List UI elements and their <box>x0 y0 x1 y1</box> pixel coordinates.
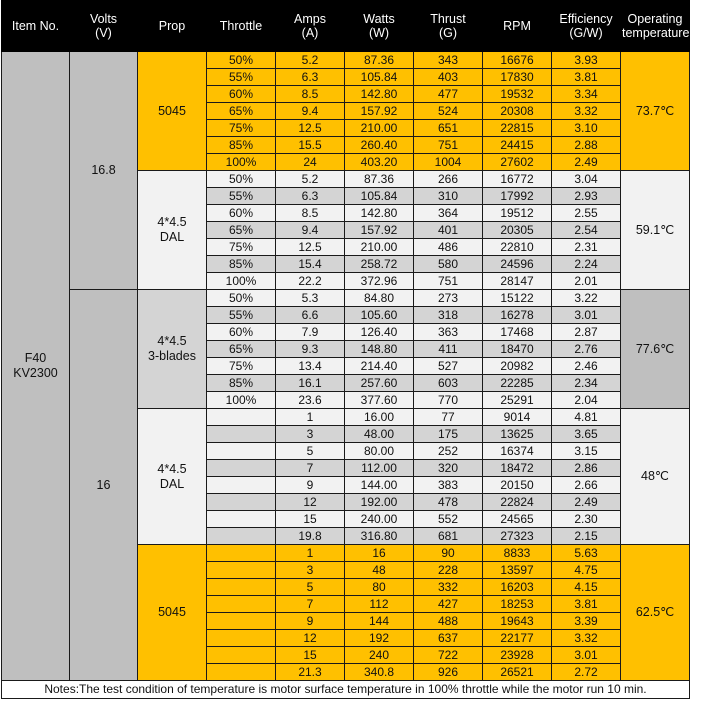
throttle-cell: 65% <box>207 341 276 358</box>
amps-cell: 22.2 <box>276 273 345 290</box>
header-label: Volts (V) <box>89 12 118 40</box>
throttle-cell <box>207 596 276 613</box>
amps-cell: 13.4 <box>276 358 345 375</box>
efficiency-cell: 3.32 <box>552 103 621 120</box>
efficiency-cell: 2.30 <box>552 511 621 528</box>
amps-cell: 9 <box>276 613 345 630</box>
watts-cell: 214.40 <box>345 358 414 375</box>
thrust-cell: 401 <box>414 222 483 239</box>
prop-cell: 5045 <box>138 52 207 171</box>
watts-cell: 157.92 <box>345 222 414 239</box>
throttle-cell: 60% <box>207 86 276 103</box>
temperature-cell: 59.1℃ <box>621 171 690 290</box>
throttle-cell <box>207 630 276 647</box>
thrust-cell: 175 <box>414 426 483 443</box>
amps-cell: 6.3 <box>276 69 345 86</box>
table-row <box>2 290 690 307</box>
amps-cell: 3 <box>276 426 345 443</box>
throttle-cell: 75% <box>207 120 276 137</box>
throttle-cell <box>207 613 276 630</box>
thrust-cell: 364 <box>414 205 483 222</box>
watts-cell: 87.36 <box>345 52 414 69</box>
thrust-cell: 751 <box>414 273 483 290</box>
header-label: Prop <box>158 19 186 33</box>
temperature-cell: 62.5℃ <box>621 545 690 681</box>
rpm-cell: 26521 <box>483 664 552 681</box>
header-row <box>2 1 690 52</box>
efficiency-cell: 2.24 <box>552 256 621 273</box>
header-label: Amps (A) <box>294 12 326 40</box>
thrust-cell: 363 <box>414 324 483 341</box>
throttle-cell: 60% <box>207 324 276 341</box>
thrust-cell: 637 <box>414 630 483 647</box>
amps-cell: 9.4 <box>276 222 345 239</box>
thrust-cell: 552 <box>414 511 483 528</box>
header-label: Item No. <box>11 19 60 33</box>
thrust-cell: 332 <box>414 579 483 596</box>
thrust-cell: 252 <box>414 443 483 460</box>
throttle-cell <box>207 426 276 443</box>
throttle-cell <box>207 545 276 562</box>
watts-cell: 126.40 <box>345 324 414 341</box>
amps-cell: 24 <box>276 154 345 171</box>
temperature-cell: 77.6℃ <box>621 290 690 409</box>
header-label: Thrust (G) <box>430 12 466 40</box>
watts-cell: 87.36 <box>345 171 414 188</box>
watts-cell: 192 <box>345 630 414 647</box>
amps-cell: 12.5 <box>276 120 345 137</box>
throttle-cell <box>207 528 276 545</box>
thrust-cell: 320 <box>414 460 483 477</box>
efficiency-cell: 3.10 <box>552 120 621 137</box>
efficiency-cell: 2.46 <box>552 358 621 375</box>
thrust-cell: 770 <box>414 392 483 409</box>
efficiency-cell: 2.04 <box>552 392 621 409</box>
item-no-cell: F40 KV2300 <box>2 52 70 681</box>
header-label: Operating temperature(℃) <box>622 12 712 40</box>
amps-cell: 21.3 <box>276 664 345 681</box>
efficiency-cell: 3.39 <box>552 613 621 630</box>
thrust-cell: 310 <box>414 188 483 205</box>
rpm-cell: 24596 <box>483 256 552 273</box>
rpm-cell: 19512 <box>483 205 552 222</box>
throttle-cell: 60% <box>207 205 276 222</box>
watts-cell: 144.00 <box>345 477 414 494</box>
rpm-cell: 16676 <box>483 52 552 69</box>
rpm-cell: 19532 <box>483 86 552 103</box>
rpm-cell: 15122 <box>483 290 552 307</box>
table-body <box>2 52 690 681</box>
amps-cell: 15.5 <box>276 137 345 154</box>
watts-cell: 372.96 <box>345 273 414 290</box>
throttle-cell: 85% <box>207 256 276 273</box>
temperature-cell: 48℃ <box>621 409 690 545</box>
throttle-cell <box>207 647 276 664</box>
thrust-cell: 403 <box>414 69 483 86</box>
efficiency-cell: 2.31 <box>552 239 621 256</box>
throttle-cell: 85% <box>207 137 276 154</box>
efficiency-cell: 3.93 <box>552 52 621 69</box>
efficiency-cell: 3.65 <box>552 426 621 443</box>
throttle-cell: 65% <box>207 103 276 120</box>
rpm-cell: 25291 <box>483 392 552 409</box>
throttle-cell <box>207 460 276 477</box>
rpm-cell: 18253 <box>483 596 552 613</box>
rpm-cell: 20150 <box>483 477 552 494</box>
rpm-cell: 17992 <box>483 188 552 205</box>
rpm-cell: 22810 <box>483 239 552 256</box>
throttle-cell: 85% <box>207 375 276 392</box>
thrust-cell: 273 <box>414 290 483 307</box>
watts-cell: 16 <box>345 545 414 562</box>
rpm-cell: 9014 <box>483 409 552 426</box>
watts-cell: 192.00 <box>345 494 414 511</box>
throttle-cell <box>207 409 276 426</box>
amps-cell: 6.6 <box>276 307 345 324</box>
watts-cell: 142.80 <box>345 86 414 103</box>
watts-cell: 80 <box>345 579 414 596</box>
efficiency-cell: 2.66 <box>552 477 621 494</box>
efficiency-cell: 2.49 <box>552 494 621 511</box>
header-label: Throttle <box>219 19 263 33</box>
watts-cell: 84.80 <box>345 290 414 307</box>
efficiency-cell: 2.54 <box>552 222 621 239</box>
rpm-cell: 13625 <box>483 426 552 443</box>
amps-cell: 5.2 <box>276 171 345 188</box>
watts-cell: 105.60 <box>345 307 414 324</box>
header-rpm <box>483 1 552 52</box>
temperature-cell: 73.7℃ <box>621 52 690 171</box>
watts-cell: 144 <box>345 613 414 630</box>
amps-cell: 16.1 <box>276 375 345 392</box>
throttle-cell: 100% <box>207 273 276 290</box>
thrust-cell: 603 <box>414 375 483 392</box>
amps-cell: 15.4 <box>276 256 345 273</box>
thrust-cell: 228 <box>414 562 483 579</box>
rpm-cell: 17468 <box>483 324 552 341</box>
efficiency-cell: 2.93 <box>552 188 621 205</box>
thrust-cell: 1004 <box>414 154 483 171</box>
thrust-cell: 411 <box>414 341 483 358</box>
watts-cell: 257.60 <box>345 375 414 392</box>
watts-cell: 316.80 <box>345 528 414 545</box>
watts-cell: 210.00 <box>345 239 414 256</box>
prop-cell: 5045 <box>138 545 207 681</box>
prop-cell: 4*4.5 DAL <box>138 409 207 545</box>
amps-cell: 12 <box>276 630 345 647</box>
header-label: Efficiency (G/W) <box>559 12 613 40</box>
amps-cell: 9.4 <box>276 103 345 120</box>
watts-cell: 112 <box>345 596 414 613</box>
thrust-cell: 488 <box>414 613 483 630</box>
rpm-cell: 24565 <box>483 511 552 528</box>
notes-text: Notes:The test condition of temperature is motor surface temperature in 100% throttle while the motor run 10 min. <box>2 681 690 699</box>
header-volts <box>70 1 138 52</box>
efficiency-cell: 2.76 <box>552 341 621 358</box>
throttle-cell: 50% <box>207 171 276 188</box>
rpm-cell: 22824 <box>483 494 552 511</box>
header-throttle <box>207 1 276 52</box>
rpm-cell: 24415 <box>483 137 552 154</box>
rpm-cell: 8833 <box>483 545 552 562</box>
efficiency-cell: 3.34 <box>552 86 621 103</box>
efficiency-cell: 3.22 <box>552 290 621 307</box>
efficiency-cell: 3.15 <box>552 443 621 460</box>
thrust-cell: 722 <box>414 647 483 664</box>
amps-cell: 15 <box>276 647 345 664</box>
watts-cell: 105.84 <box>345 69 414 86</box>
efficiency-cell: 2.01 <box>552 273 621 290</box>
thrust-cell: 383 <box>414 477 483 494</box>
amps-cell: 7.9 <box>276 324 345 341</box>
header-efficiency <box>552 1 621 52</box>
thrust-cell: 343 <box>414 52 483 69</box>
rpm-cell: 20308 <box>483 103 552 120</box>
thrust-cell: 478 <box>414 494 483 511</box>
watts-cell: 377.60 <box>345 392 414 409</box>
header-prop <box>138 1 207 52</box>
amps-cell: 12.5 <box>276 239 345 256</box>
rpm-cell: 16374 <box>483 443 552 460</box>
efficiency-cell: 3.81 <box>552 69 621 86</box>
throttle-cell: 100% <box>207 154 276 171</box>
throttle-cell: 65% <box>207 222 276 239</box>
throttle-cell: 50% <box>207 52 276 69</box>
rpm-cell: 27323 <box>483 528 552 545</box>
amps-cell: 3 <box>276 562 345 579</box>
rpm-cell: 19643 <box>483 613 552 630</box>
throttle-cell: 100% <box>207 392 276 409</box>
efficiency-cell: 2.86 <box>552 460 621 477</box>
thrust-cell: 926 <box>414 664 483 681</box>
thrust-cell: 651 <box>414 120 483 137</box>
thrust-cell: 77 <box>414 409 483 426</box>
header-operating-temperature <box>621 1 712 52</box>
rpm-cell: 22177 <box>483 630 552 647</box>
watts-cell: 258.72 <box>345 256 414 273</box>
thrust-cell: 90 <box>414 545 483 562</box>
amps-cell: 7 <box>276 460 345 477</box>
throttle-cell <box>207 443 276 460</box>
amps-cell: 5.3 <box>276 290 345 307</box>
throttle-cell: 55% <box>207 69 276 86</box>
thrust-cell: 681 <box>414 528 483 545</box>
rpm-cell: 16772 <box>483 171 552 188</box>
motor-test-table <box>1 0 712 699</box>
amps-cell: 15 <box>276 511 345 528</box>
efficiency-cell: 2.72 <box>552 664 621 681</box>
efficiency-cell: 2.34 <box>552 375 621 392</box>
rpm-cell: 13597 <box>483 562 552 579</box>
motor-test-sheet <box>1 0 712 699</box>
efficiency-cell: 4.81 <box>552 409 621 426</box>
throttle-cell <box>207 562 276 579</box>
amps-cell: 8.5 <box>276 205 345 222</box>
notes-row <box>2 681 690 699</box>
amps-cell: 19.8 <box>276 528 345 545</box>
thrust-cell: 524 <box>414 103 483 120</box>
amps-cell: 8.5 <box>276 86 345 103</box>
table-row <box>2 52 690 69</box>
efficiency-cell: 2.49 <box>552 154 621 171</box>
efficiency-cell: 3.32 <box>552 630 621 647</box>
thrust-cell: 580 <box>414 256 483 273</box>
rpm-cell: 22815 <box>483 120 552 137</box>
header-watts <box>345 1 414 52</box>
efficiency-cell: 3.01 <box>552 307 621 324</box>
watts-cell: 105.84 <box>345 188 414 205</box>
throttle-cell <box>207 511 276 528</box>
watts-cell: 112.00 <box>345 460 414 477</box>
efficiency-cell: 3.81 <box>552 596 621 613</box>
throttle-cell <box>207 579 276 596</box>
header-amps <box>276 1 345 52</box>
amps-cell: 1 <box>276 545 345 562</box>
rpm-cell: 27602 <box>483 154 552 171</box>
header-label: Watts (W) <box>363 12 395 40</box>
amps-cell: 1 <box>276 409 345 426</box>
watts-cell: 148.80 <box>345 341 414 358</box>
efficiency-cell: 5.63 <box>552 545 621 562</box>
prop-cell: 4*4.5 DAL <box>138 171 207 290</box>
watts-cell: 157.92 <box>345 103 414 120</box>
amps-cell: 5 <box>276 579 345 596</box>
watts-cell: 403.20 <box>345 154 414 171</box>
throttle-cell: 55% <box>207 307 276 324</box>
amps-cell: 12 <box>276 494 345 511</box>
thrust-cell: 751 <box>414 137 483 154</box>
thrust-cell: 318 <box>414 307 483 324</box>
watts-cell: 340.8 <box>345 664 414 681</box>
rpm-cell: 18472 <box>483 460 552 477</box>
watts-cell: 48.00 <box>345 426 414 443</box>
thrust-cell: 477 <box>414 86 483 103</box>
rpm-cell: 16278 <box>483 307 552 324</box>
throttle-cell: 75% <box>207 358 276 375</box>
efficiency-cell: 3.04 <box>552 171 621 188</box>
amps-cell: 6.3 <box>276 188 345 205</box>
amps-cell: 23.6 <box>276 392 345 409</box>
watts-cell: 240.00 <box>345 511 414 528</box>
efficiency-cell: 4.75 <box>552 562 621 579</box>
rpm-cell: 17830 <box>483 69 552 86</box>
thrust-cell: 527 <box>414 358 483 375</box>
watts-cell: 80.00 <box>345 443 414 460</box>
thrust-cell: 486 <box>414 239 483 256</box>
throttle-cell: 50% <box>207 290 276 307</box>
watts-cell: 260.40 <box>345 137 414 154</box>
header-thrust <box>414 1 483 52</box>
amps-cell: 7 <box>276 596 345 613</box>
thrust-cell: 266 <box>414 171 483 188</box>
amps-cell: 9 <box>276 477 345 494</box>
rpm-cell: 23928 <box>483 647 552 664</box>
rpm-cell: 20305 <box>483 222 552 239</box>
thrust-cell: 427 <box>414 596 483 613</box>
rpm-cell: 16203 <box>483 579 552 596</box>
throttle-cell <box>207 477 276 494</box>
throttle-cell <box>207 494 276 511</box>
watts-cell: 16.00 <box>345 409 414 426</box>
amps-cell: 5 <box>276 443 345 460</box>
throttle-cell: 75% <box>207 239 276 256</box>
efficiency-cell: 2.87 <box>552 324 621 341</box>
rpm-cell: 18470 <box>483 341 552 358</box>
header-label: RPM <box>503 19 531 33</box>
volts-cell: 16.8 <box>70 52 138 290</box>
efficiency-cell: 3.01 <box>552 647 621 664</box>
watts-cell: 240 <box>345 647 414 664</box>
throttle-cell: 55% <box>207 188 276 205</box>
prop-cell: 4*4.5 3-blades <box>138 290 207 409</box>
efficiency-cell: 4.15 <box>552 579 621 596</box>
efficiency-cell: 2.55 <box>552 205 621 222</box>
throttle-cell <box>207 664 276 681</box>
watts-cell: 48 <box>345 562 414 579</box>
efficiency-cell: 2.88 <box>552 137 621 154</box>
amps-cell: 9.3 <box>276 341 345 358</box>
rpm-cell: 28147 <box>483 273 552 290</box>
header-item-no <box>2 1 70 52</box>
efficiency-cell: 2.15 <box>552 528 621 545</box>
volts-cell: 16 <box>70 290 138 681</box>
watts-cell: 210.00 <box>345 120 414 137</box>
rpm-cell: 22285 <box>483 375 552 392</box>
watts-cell: 142.80 <box>345 205 414 222</box>
rpm-cell: 20982 <box>483 358 552 375</box>
amps-cell: 5.2 <box>276 52 345 69</box>
